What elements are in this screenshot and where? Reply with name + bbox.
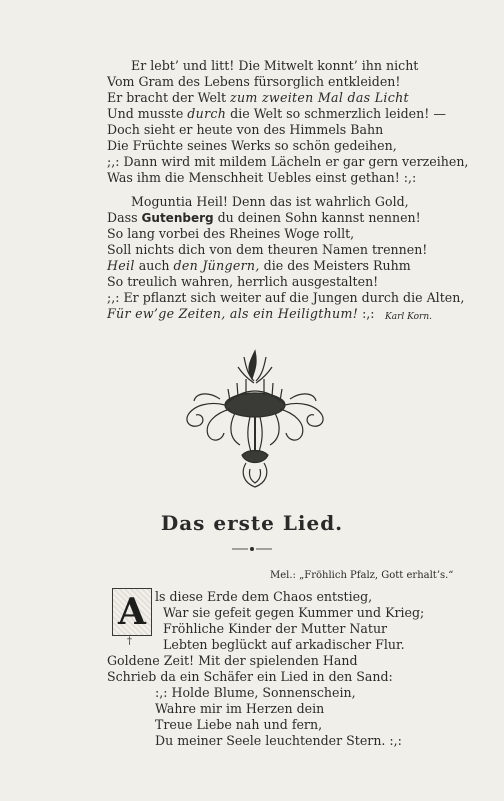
- poem-line: Dass Gutenberg du deinen Sohn kannst nennen!: [107, 210, 421, 225]
- poem-line: Er lebt’ und litt! Die Mitwelt konnt’ ihn nicht: [131, 58, 419, 73]
- song-line: Goldene Zeit! Mit der spielenden Hand: [107, 653, 358, 668]
- author-signature: Karl Korn.: [385, 312, 432, 322]
- song-line: ls diese Erde dem Chaos entstieg,: [155, 589, 373, 604]
- poem-line: Und musste durch die Welt so schmerzlich leiden! —: [107, 106, 446, 121]
- song-line: Wahre mir im Herzen dein: [155, 701, 325, 716]
- poem-line: So lang vorbei des Rheines Woge rollt,: [107, 226, 355, 241]
- poem-line: ;,: Dann wird mit mildem Lächeln er gar gern verzeihen,: [107, 154, 469, 169]
- song-line: Du meiner Seele leuchtender Stern. :,:: [155, 733, 402, 748]
- poem-line: So treulich wahren, herrlich ausgestalten!: [107, 274, 379, 289]
- poem-line: Die Früchte seines Werks so schön gedeihen,: [107, 138, 397, 153]
- song-line: :,: Holde Blume, Sonnenschein,: [155, 685, 356, 700]
- poem-line: ;,: Er pflanzt sich weiter auf die Jungen durch die Alten,: [107, 290, 465, 305]
- song-line: Schrieb da ein Schäfer ein Lied in den Sand:: [107, 669, 393, 684]
- divider-ornament-icon: [232, 546, 272, 552]
- drop-cap: A: [112, 588, 152, 636]
- poem-line: Was ihm die Menschheit Uebles einst gethan! :,:: [107, 170, 417, 185]
- song-title: Das erste Lied.: [160, 511, 344, 535]
- poem-line: Er bracht der Welt zum zweiten Mal das Licht: [107, 90, 409, 105]
- poem-line: Soll nichts dich von dem theuren Namen trennen!: [107, 242, 428, 257]
- poem-line: Vom Gram des Lebens fürsorglich entkleiden!: [107, 74, 401, 89]
- poem-line: Für ew’ge Zeiten, als ein Heiligthum! :,:: [107, 306, 375, 321]
- song-line: Treue Liebe nah und fern,: [155, 717, 323, 732]
- cross-icon: †: [127, 636, 132, 647]
- poem-line: Doch sieht er heute von des Himmels Bahn: [107, 122, 384, 137]
- song-line: War sie gefeit gegen Kummer und Krieg;: [163, 605, 425, 620]
- poem-line: Moguntia Heil! Denn das ist wahrlich Gold,: [131, 194, 409, 209]
- melody-note: Mel.: „Fröhlich Pfalz, Gott erhalt’s.“: [270, 570, 454, 581]
- song-line: Lebten beglückt auf arkadischer Flur.: [163, 637, 405, 652]
- floral-vignette-icon: [180, 343, 330, 491]
- poem-line: Heil auch den Jüngern, die des Meisters Ruhm: [107, 258, 411, 273]
- song-line: Fröhliche Kinder der Mutter Natur: [163, 621, 388, 636]
